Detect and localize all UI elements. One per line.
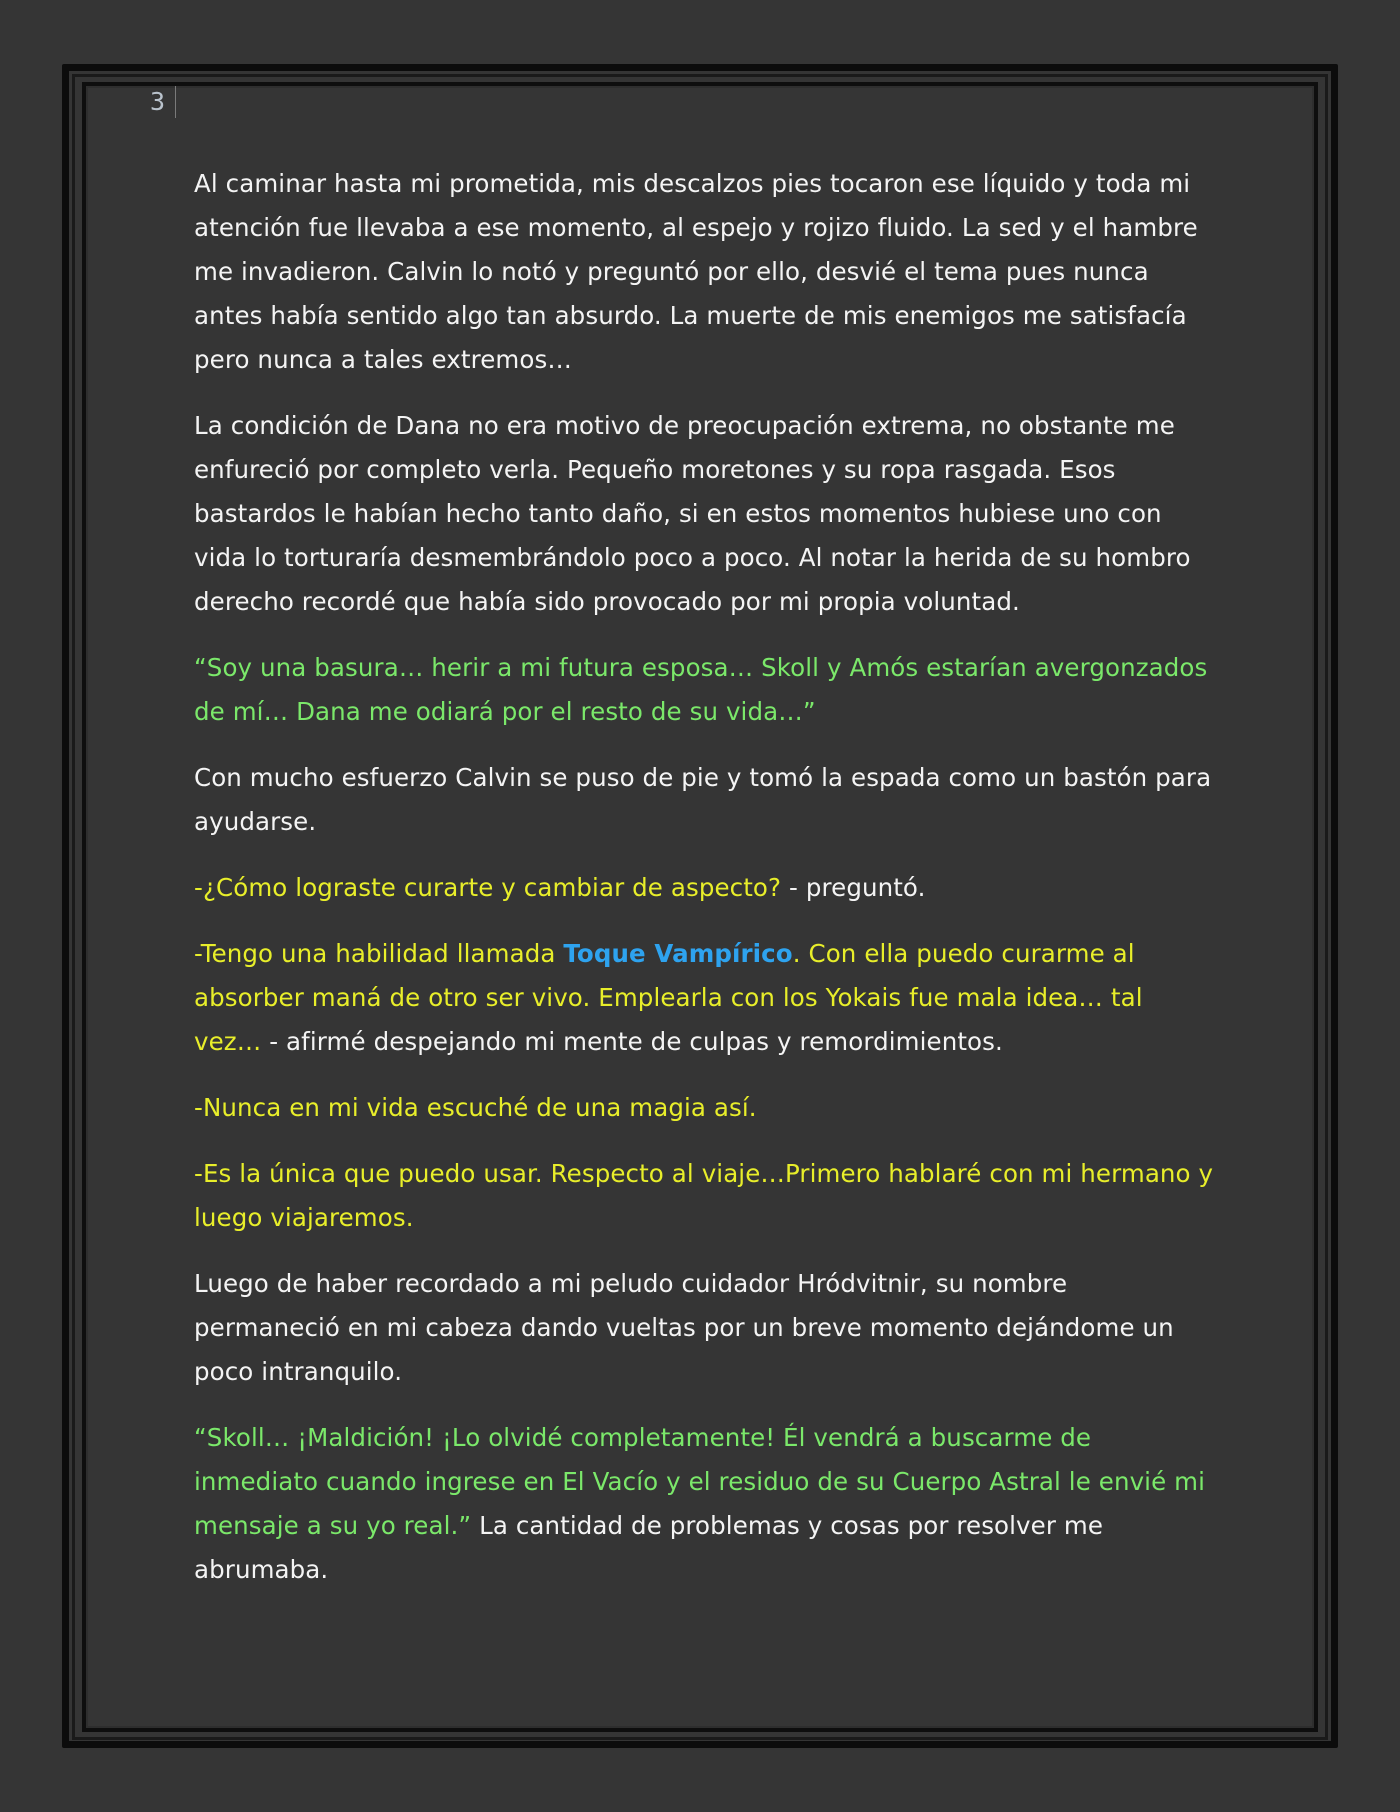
- paragraph-thought-1: “Soy una basura… herir a mi futura esposa… Skoll y Amós estarían avergonzados de mí… Dana me odiará por el resto de su vida…”: [194, 653, 1208, 726]
- dialogue-text: . Con ella puedo curarme al absorber maná de otro ser vivo. Emplearla con los Yokais fue mala idea… tal vez…: [194, 939, 1143, 1056]
- dialogue-text: -Tengo una habilidad llamada: [194, 939, 564, 968]
- dialogue-tag: - preguntó.: [781, 873, 926, 902]
- paragraph-narration-1: Al caminar hasta mi prometida, mis descalzos pies tocaron ese líquido y toda mi atención fue llevaba a ese momento, al espejo y rojizo fluido. La sed y el hambre me invadieron. Calvin lo notó y preguntó por ello, desvié el tema pues nunca antes había sentido algo tan absurdo. La muerte de mis enemigos me satisfacía pero nunca a tales extremos…: [194, 169, 1198, 374]
- thought-text: “Skoll… ¡Maldición! ¡Lo olvidé completamente! Él vendrá a buscarme de inmediato cuando ingrese en El Vacío y el residuo de su Cuerpo Astral le envié mi mensaje a su yo real.”: [194, 1423, 1206, 1540]
- paragraph-dialogue-1: [194, 866, 1214, 910]
- paragraph-dialogue-3: -Nunca en mi vida escuché de una magia así.: [194, 1093, 757, 1122]
- paragraph-narration-3: Con mucho esfuerzo Calvin se puso de pie y tomó la espada como un bastón para ayudarse.: [194, 763, 1212, 836]
- paragraph-dialogue-4: -Es la única que puedo usar. Respecto al viaje…Primero hablaré con mi hermano y luego viajaremos.: [194, 1159, 1214, 1232]
- paragraph-narration-4: Luego de haber recordado a mi peludo cuidador Hródvitnir, su nombre permaneció en mi cabeza dando vueltas por un breve momento dejándome un poco intranquilo.: [194, 1269, 1174, 1386]
- narration-text: La cantidad de problemas y cosas por resolver me abrumaba.: [194, 1511, 1104, 1584]
- paragraph-narration-2: La condición de Dana no era motivo de preocupación extrema, no obstante me enfureció por completo verla. Pequeño moretones y su ropa rasgada. Esos bastardos le habían hecho tanto daño, si en estos momentos hubiese uno con vida lo torturaría desmembrándolo poco a poco. Al notar la herida de su hombro derecho recordé que había sido provocado por mi propia voluntad.: [194, 411, 1191, 616]
- paragraph-dialogue-2: [194, 932, 1214, 1064]
- paragraph-thought-2: [194, 1416, 1214, 1592]
- story-text: [194, 162, 1214, 1614]
- page-number: 3: [150, 86, 176, 118]
- dialogue-text: -¿Cómo lograste curarte y cambiar de aspecto?: [194, 873, 782, 902]
- skill-name: Toque Vampírico: [563, 939, 793, 968]
- dialogue-tag: - afirmé despejando mi mente de culpas y remordimientos.: [261, 1027, 1003, 1056]
